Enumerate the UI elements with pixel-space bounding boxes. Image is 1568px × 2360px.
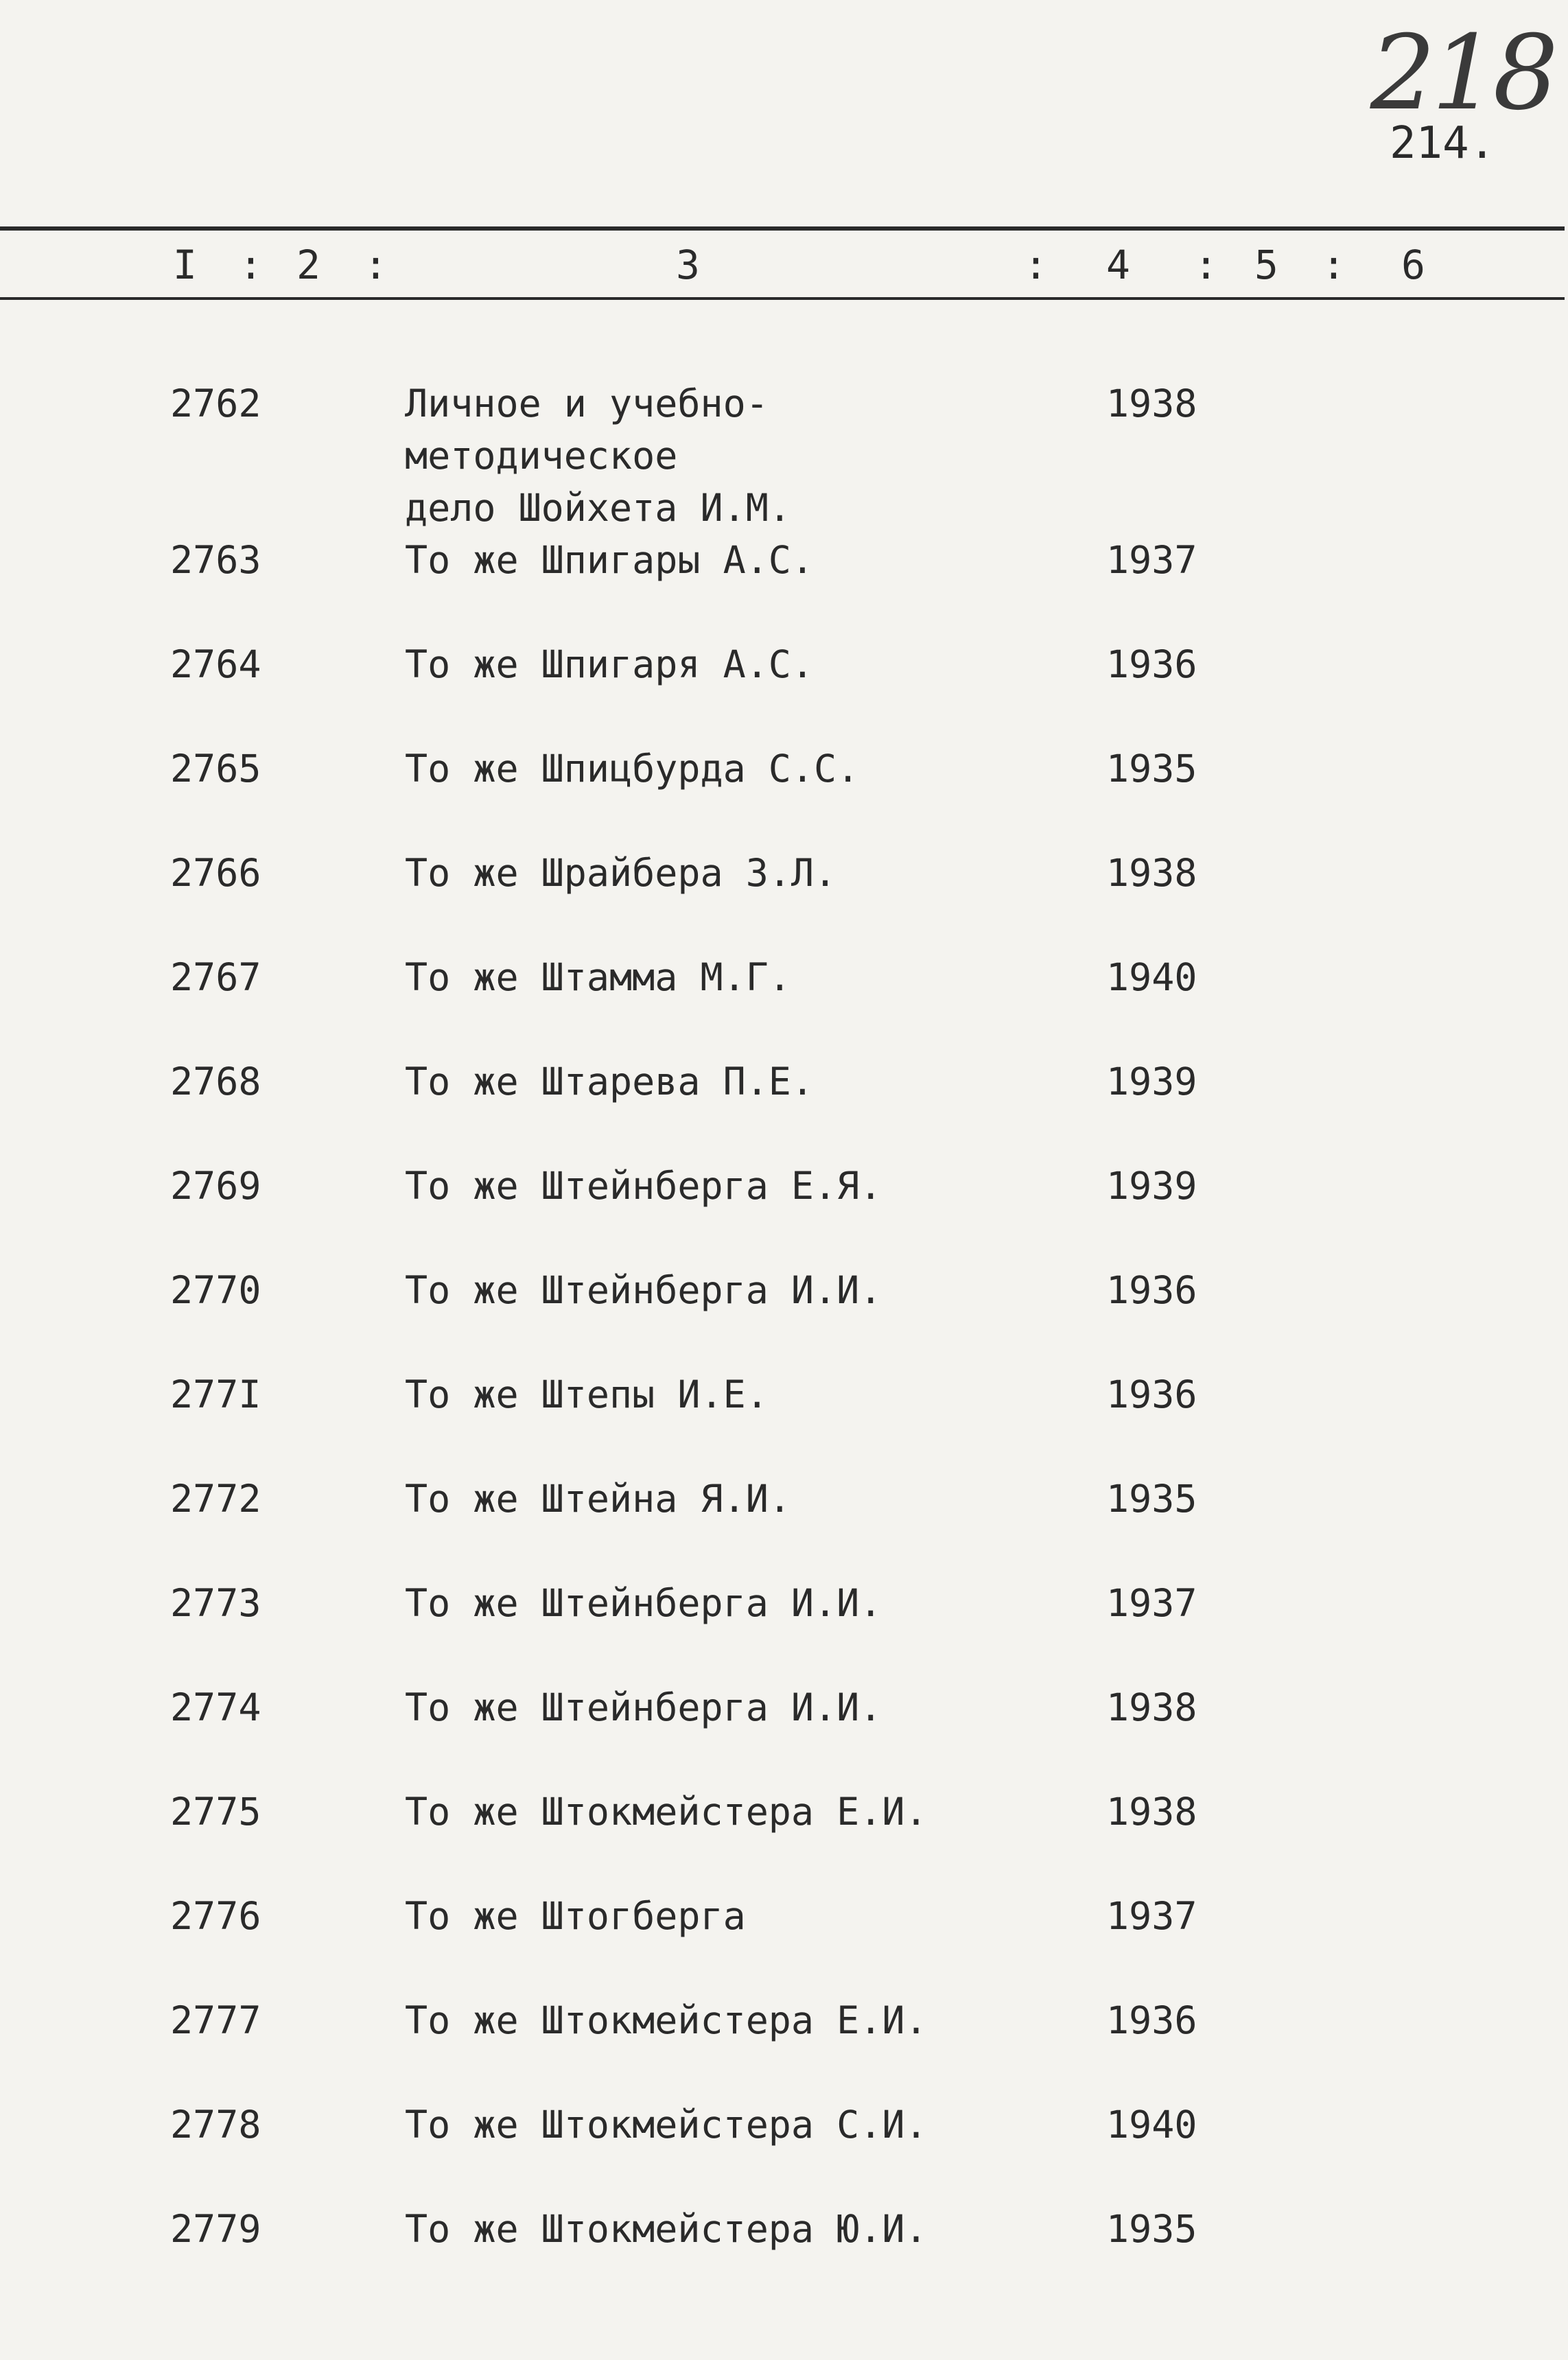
- item-year: 1937: [1106, 1581, 1197, 1625]
- list-item: [0, 638, 1568, 743]
- item-number: 2774: [170, 1685, 261, 1729]
- list-item: [0, 1473, 1568, 1577]
- item-description: То же Штокмейстера Е.И.: [405, 1998, 928, 2042]
- item-number: 277I: [170, 1372, 261, 1416]
- col-header-5: 5: [1254, 242, 1278, 288]
- item-number: 2770: [170, 1268, 261, 1312]
- item-number: 2767: [170, 955, 261, 999]
- item-description: То же Шпицбурда С.С.: [405, 747, 860, 791]
- item-year: 1940: [1106, 955, 1197, 999]
- col-header-1: I: [173, 242, 197, 288]
- item-description: То же Штамма М.Г.: [405, 955, 791, 999]
- item-number: 2766: [170, 851, 261, 895]
- item-description: То же Штейнберга И.И.: [405, 1268, 882, 1312]
- item-description: То же Штепы И.Е.: [405, 1372, 769, 1416]
- list-item: [0, 1160, 1568, 1264]
- list-item: [0, 1994, 1568, 2099]
- item-year: 1939: [1106, 1060, 1197, 1103]
- item-year: 1938: [1106, 1685, 1197, 1729]
- item-description: То же Штейнберга И.И.: [405, 1581, 882, 1625]
- item-year: 1935: [1106, 2207, 1197, 2251]
- item-number: 2762: [170, 382, 261, 425]
- list-item: [0, 377, 1568, 534]
- header-top-rule: [0, 226, 1565, 231]
- archive-sheet-number: 218: [1370, 14, 1554, 133]
- item-description-line: Личное и учебно-методическое: [405, 382, 769, 478]
- col-header-4: 4: [1106, 242, 1130, 288]
- item-year: 1936: [1106, 1372, 1197, 1416]
- col-header-sep-1: :: [239, 242, 263, 288]
- item-description: [405, 377, 1022, 534]
- item-description: То же Штокмейстера С.И.: [405, 2103, 928, 2147]
- item-year: 1937: [1106, 1894, 1197, 1938]
- inventory-list: [0, 377, 1568, 2307]
- list-item: [0, 743, 1568, 847]
- item-number: 2763: [170, 538, 261, 582]
- item-description: То же Штокмейстера Е.И.: [405, 1790, 928, 1834]
- item-description: То же Шпигары А.С.: [405, 538, 815, 582]
- item-number: 2772: [170, 1477, 261, 1521]
- item-number: 2773: [170, 1581, 261, 1625]
- item-number: 2765: [170, 747, 261, 791]
- list-item: [0, 534, 1568, 638]
- col-header-sep-2: :: [364, 242, 388, 288]
- item-year: 1936: [1106, 1998, 1197, 2042]
- list-item: [0, 1368, 1568, 1473]
- column-header-row: [0, 242, 1568, 296]
- item-year: 1936: [1106, 1268, 1197, 1312]
- col-header-6: 6: [1401, 242, 1425, 288]
- item-year: 1938: [1106, 1790, 1197, 1834]
- item-number: 2779: [170, 2207, 261, 2251]
- item-number: 2768: [170, 1060, 261, 1103]
- list-item: [0, 847, 1568, 951]
- header-bottom-rule: [0, 297, 1565, 300]
- item-description: То же Штарева П.Е.: [405, 1060, 815, 1103]
- item-year: 1935: [1106, 1477, 1197, 1521]
- item-year: 1938: [1106, 851, 1197, 895]
- list-item: [0, 1055, 1568, 1160]
- col-header-sep-3: :: [1024, 242, 1048, 288]
- list-item: [0, 951, 1568, 1055]
- col-header-sep-5: :: [1322, 242, 1346, 288]
- item-number: 2777: [170, 1998, 261, 2042]
- list-item: [0, 1264, 1568, 1368]
- item-description: То же Штогберга: [405, 1894, 746, 1938]
- item-year: 1939: [1106, 1164, 1197, 1208]
- item-number: 2778: [170, 2103, 261, 2147]
- item-description: То же Штейна Я.И.: [405, 1477, 791, 1521]
- list-item: [0, 2099, 1568, 2203]
- item-year: 1935: [1106, 747, 1197, 791]
- list-item: [0, 2203, 1568, 2307]
- list-item: [0, 1890, 1568, 1994]
- col-header-sep-4: :: [1194, 242, 1218, 288]
- item-year: 1940: [1106, 2103, 1197, 2147]
- item-number: 2776: [170, 1894, 261, 1938]
- item-description: То же Шпигаря А.С.: [405, 642, 815, 686]
- list-item: [0, 1786, 1568, 1890]
- item-year: 1937: [1106, 538, 1197, 582]
- page-number: 214.: [1390, 118, 1496, 169]
- item-number: 2764: [170, 642, 261, 686]
- item-number: 2769: [170, 1164, 261, 1208]
- item-description-line: дело Шойхета И.М.: [405, 486, 791, 530]
- item-year: 1936: [1106, 642, 1197, 686]
- item-number: 2775: [170, 1790, 261, 1834]
- list-item: [0, 1681, 1568, 1786]
- item-description: То же Штейнберга И.И.: [405, 1685, 882, 1729]
- list-item: [0, 1577, 1568, 1681]
- item-description: То же Штейнберга Е.Я.: [405, 1164, 882, 1208]
- col-header-2: 2: [296, 242, 320, 288]
- item-description: То же Штокмейстера Ю.И.: [405, 2207, 928, 2251]
- item-year: 1938: [1106, 382, 1197, 425]
- col-header-3: 3: [676, 242, 700, 288]
- item-description: То же Шрайбера З.Л.: [405, 851, 837, 895]
